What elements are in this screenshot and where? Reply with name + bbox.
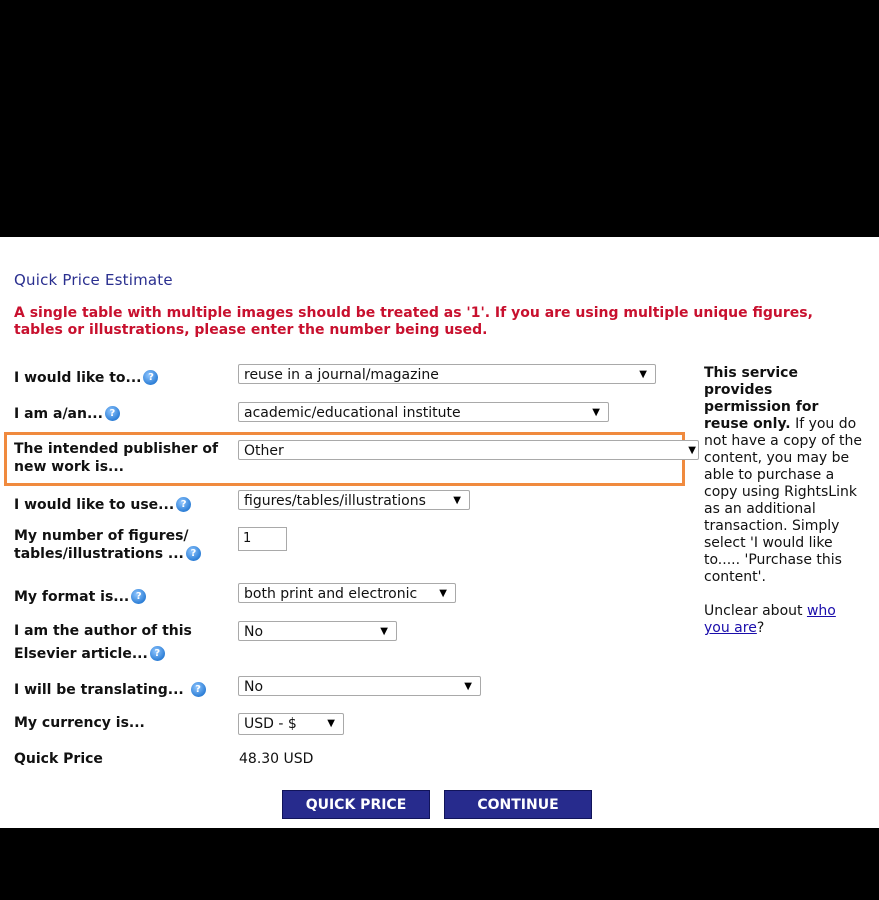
price-estimate-panel — [0, 237, 879, 828]
like-to-select[interactable]: reuse in a journal/magazine ▼ — [238, 364, 656, 384]
sidebar-info — [704, 365, 864, 637]
quick-price-button[interactable]: QUICK PRICE — [282, 790, 430, 819]
help-icon[interactable]: ? — [191, 682, 206, 697]
help-icon[interactable]: ? — [105, 406, 120, 421]
continue-button[interactable]: CONTINUE — [444, 790, 592, 819]
chevron-down-icon: ▼ — [380, 626, 388, 637]
help-icon[interactable]: ? — [176, 497, 191, 512]
author-select[interactable]: No ▼ — [238, 621, 397, 641]
quick-price-value: 48.30 USD — [239, 751, 314, 767]
i-am-label: I am a/an... ? — [14, 405, 120, 423]
chevron-down-icon: ▼ — [327, 718, 335, 729]
instruction-note: A single table with multiple images should be treated as '1'. If you are using multiple unique figures, tables or illustrations, please enter the number being used. — [14, 305, 813, 338]
number-input[interactable]: 1 — [238, 527, 287, 551]
translating-label: I will be translating... ? — [14, 681, 206, 699]
number-label: My number of figures/ tables/illustrations ... ? — [14, 527, 214, 563]
chevron-down-icon: ▼ — [453, 495, 461, 506]
use-label: I would like to use... ? — [14, 496, 191, 514]
chevron-down-icon: ▼ — [464, 681, 472, 692]
publisher-label: The intended publisher of new work is... — [14, 441, 219, 475]
currency-label: My currency is... — [14, 715, 145, 731]
help-icon[interactable]: ? — [143, 370, 158, 385]
chevron-down-icon: ▼ — [639, 369, 647, 380]
chevron-down-icon: ▼ — [688, 445, 696, 456]
sidebar-unclear: Unclear about who you are? — [704, 603, 836, 636]
author-label: I am the author of this Elsevier article... ? — [14, 623, 192, 662]
use-select[interactable]: figures/tables/illustrations ▼ — [238, 490, 470, 510]
chevron-down-icon: ▼ — [439, 588, 447, 599]
help-icon[interactable]: ? — [150, 646, 165, 661]
currency-select[interactable]: USD - $ ▼ — [238, 713, 344, 735]
publisher-select[interactable]: Other ▼ — [238, 440, 699, 460]
format-label: My format is... ? — [14, 588, 146, 606]
format-select[interactable]: both print and electronic ▼ — [238, 583, 456, 603]
translating-select[interactable]: No ▼ — [238, 676, 481, 696]
help-icon[interactable]: ? — [186, 546, 201, 561]
like-to-label: I would like to... ? — [14, 369, 158, 387]
chevron-down-icon: ▼ — [592, 407, 600, 418]
who-you-are-link[interactable]: who you are — [704, 603, 836, 636]
quick-price-label: Quick Price — [14, 751, 103, 767]
help-icon[interactable]: ? — [131, 589, 146, 604]
i-am-select[interactable]: academic/educational institute ▼ — [238, 402, 609, 422]
sidebar-text: If you do not have a copy of the content, you may be able to purchase a copy using RightsLink as an additional transaction. Simply select 'I would like to..... 'Purchase this content'. — [704, 416, 863, 585]
sidebar-bold-text: This service provides permission for reuse only. — [704, 365, 819, 432]
page-title: Quick Price Estimate — [14, 271, 173, 289]
